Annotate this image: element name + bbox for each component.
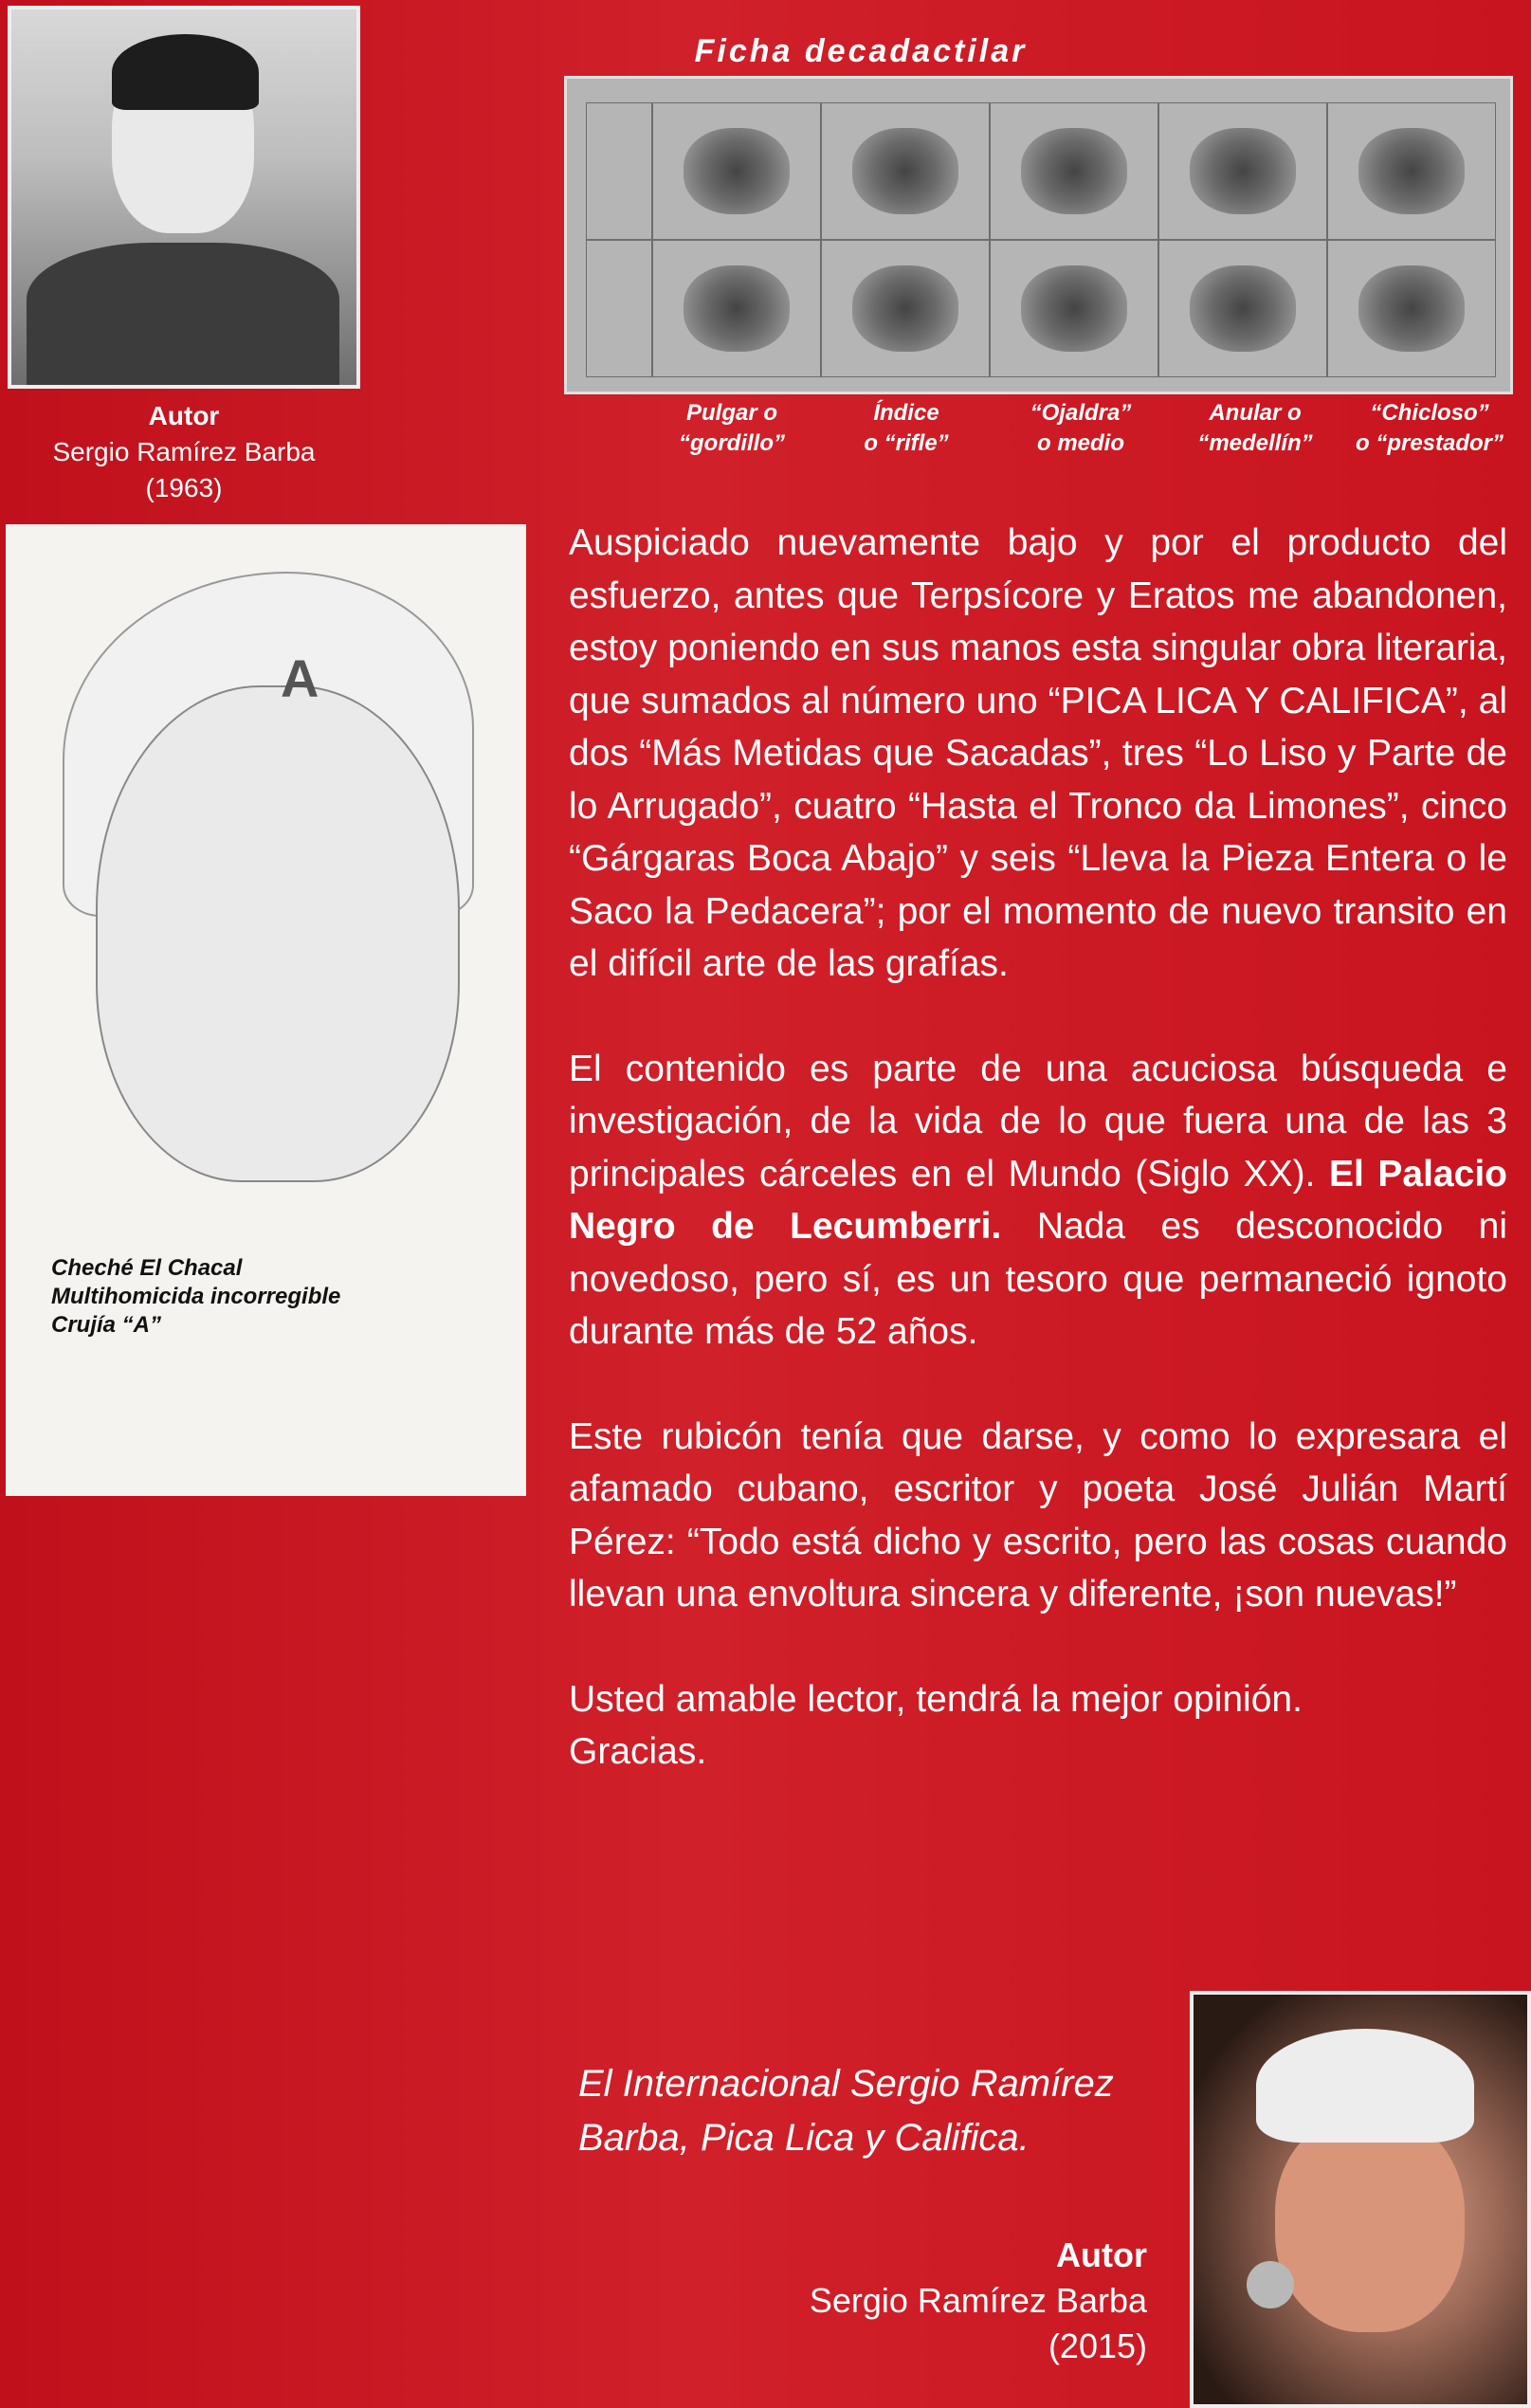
blurb-text	[569, 517, 1507, 1831]
author-caption-year: (2015)	[1048, 2326, 1147, 2365]
finger-label-line: o medio	[1036, 430, 1124, 456]
sketch-caption-line: Multihomicida incorregible	[51, 1284, 341, 1309]
fingerprint-card	[564, 76, 1513, 394]
closing-signature: El Internacional Sergio Ramírez Barba, Pica Lica y Califica.	[578, 2063, 1114, 2159]
finger-label-line: Índice	[873, 400, 939, 426]
finger-label-line: “Chicloso”	[1370, 400, 1489, 426]
finger-label-little	[1342, 398, 1517, 459]
finger-label-middle	[993, 398, 1168, 459]
blurb-p2-bold: El Palacio Negro de Lecumberri.	[569, 1153, 1507, 1247]
blurb-p2-part-b: Nada es desconocido ni novedoso, pero sí, es un tesoro que permaneció ignoto durante más de 52 años.	[569, 1206, 1507, 1352]
fingerprint-cell	[821, 240, 990, 377]
finger-label-line: “medellín”	[1197, 430, 1313, 456]
fingerprint-cell	[1327, 240, 1496, 377]
author-caption-2015	[720, 2233, 1147, 2369]
fingerprint-icon	[1021, 265, 1128, 353]
blurb-paragraph-3: Este rubicón tenía que darse, y como lo expresara el afamado cubano, escritor y poeta José Julián Martí Pérez: “Todo está dicho y escrito, pero las cosas cuando llevan una envoltura sincera y diferente, ¡son nuevas!”	[569, 1415, 1507, 1614]
fingerprint-row-header	[586, 240, 652, 377]
fingerprint-row-header	[586, 102, 652, 240]
author-caption-title: Autor	[1056, 2235, 1147, 2274]
finger-label-thumb	[645, 398, 819, 459]
fingerprint-icon	[1190, 128, 1297, 215]
portrait-sketch	[6, 524, 526, 1496]
fingerprint-cell	[990, 240, 1158, 377]
photo-face	[1275, 2114, 1465, 2332]
fingerprint-icon	[1021, 128, 1128, 215]
blurb-p4-line1: Usted amable lector, tendrá la mejor opinión.	[569, 1678, 1303, 1720]
fingerprint-grid	[586, 102, 1496, 377]
photo-jacket	[27, 243, 339, 385]
fingerprint-icon	[683, 128, 791, 215]
finger-label-line: “gordillo”	[679, 430, 785, 456]
blurb-paragraph-2	[569, 1043, 1507, 1359]
finger-label-index	[819, 398, 993, 459]
author-photo-2015	[1190, 1991, 1531, 2408]
fingerprint-cell	[652, 102, 821, 240]
author-caption-name: Sergio Ramírez Barba	[809, 2281, 1147, 2320]
finger-label-line: Anular o	[1209, 400, 1302, 426]
author-caption-1963	[8, 398, 360, 506]
author-caption-title: Autor	[148, 401, 220, 430]
fingerprint-cell	[990, 102, 1158, 240]
author-photo-1963	[8, 6, 360, 389]
fingerprint-icon	[852, 128, 959, 215]
finger-label-ring	[1168, 398, 1342, 459]
finger-label-line: “Ojaldra”	[1030, 400, 1132, 426]
author-caption-year: (1963)	[145, 473, 223, 502]
finger-label-line: o “prestador”	[1355, 430, 1504, 456]
fingerprint-cell	[652, 240, 821, 377]
finger-labels	[645, 398, 1517, 459]
finger-label-line: Pulgar o	[685, 400, 777, 426]
sketch-caption	[51, 1254, 340, 1340]
fingerprint-cell	[1158, 102, 1327, 240]
blurb-paragraph-1: Auspiciado nuevamente bajo y por el producto del esfuerzo, antes que Terpsícore y Eratos me abandonen, estoy poniendo en sus manos esta singular obra literaria, que sumados al número uno “PICA LICA Y CALIFICA”, al dos “Más Metidas que Sacadas”, tres “Lo Liso y Parte de lo Arrugado”, cuatro “Hasta el Tronco da Limones”, cinco “Gárgaras Boca Abajo” y seis “Lleva la Pieza Entera o le Saco la Pedacera”; por el momento de nuevo transito en el difícil arte de las grafías.	[569, 522, 1507, 984]
ficha-title: Ficha decadactilar	[694, 33, 1028, 69]
sketch-caption-line: Cheché El Chacal	[51, 1255, 243, 1281]
author-caption-name: Sergio Ramírez Barba	[52, 437, 316, 466]
finger-label-line: o “rifle”	[864, 430, 949, 456]
blurb-p2-part-a: El contenido es parte de una acuciosa búsqueda e investigación, de la vida de lo que fuera una de las 3 principales cárceles en el Mundo (Siglo XX).	[569, 1048, 1507, 1195]
fingerprint-icon	[683, 265, 791, 353]
microphone-icon	[1247, 2261, 1294, 2308]
fingerprint-cell	[821, 102, 990, 240]
blurb-p4-line2: Gracias.	[569, 1731, 707, 1772]
fingerprint-icon	[1190, 265, 1297, 353]
fingerprint-cell	[1158, 240, 1327, 377]
sketch-face	[96, 685, 460, 1182]
fingerprint-icon	[852, 265, 959, 353]
blurb-paragraph-4	[569, 1673, 1507, 1779]
fingerprint-icon	[1358, 265, 1466, 353]
sketch-cap-letter: A	[281, 648, 319, 708]
fingerprint-icon	[1358, 128, 1466, 215]
photo-hat	[1256, 2029, 1474, 2143]
photo-hair	[112, 34, 259, 110]
sketch-caption-line: Crujía “A”	[51, 1312, 162, 1338]
fingerprint-cell	[1327, 102, 1496, 240]
